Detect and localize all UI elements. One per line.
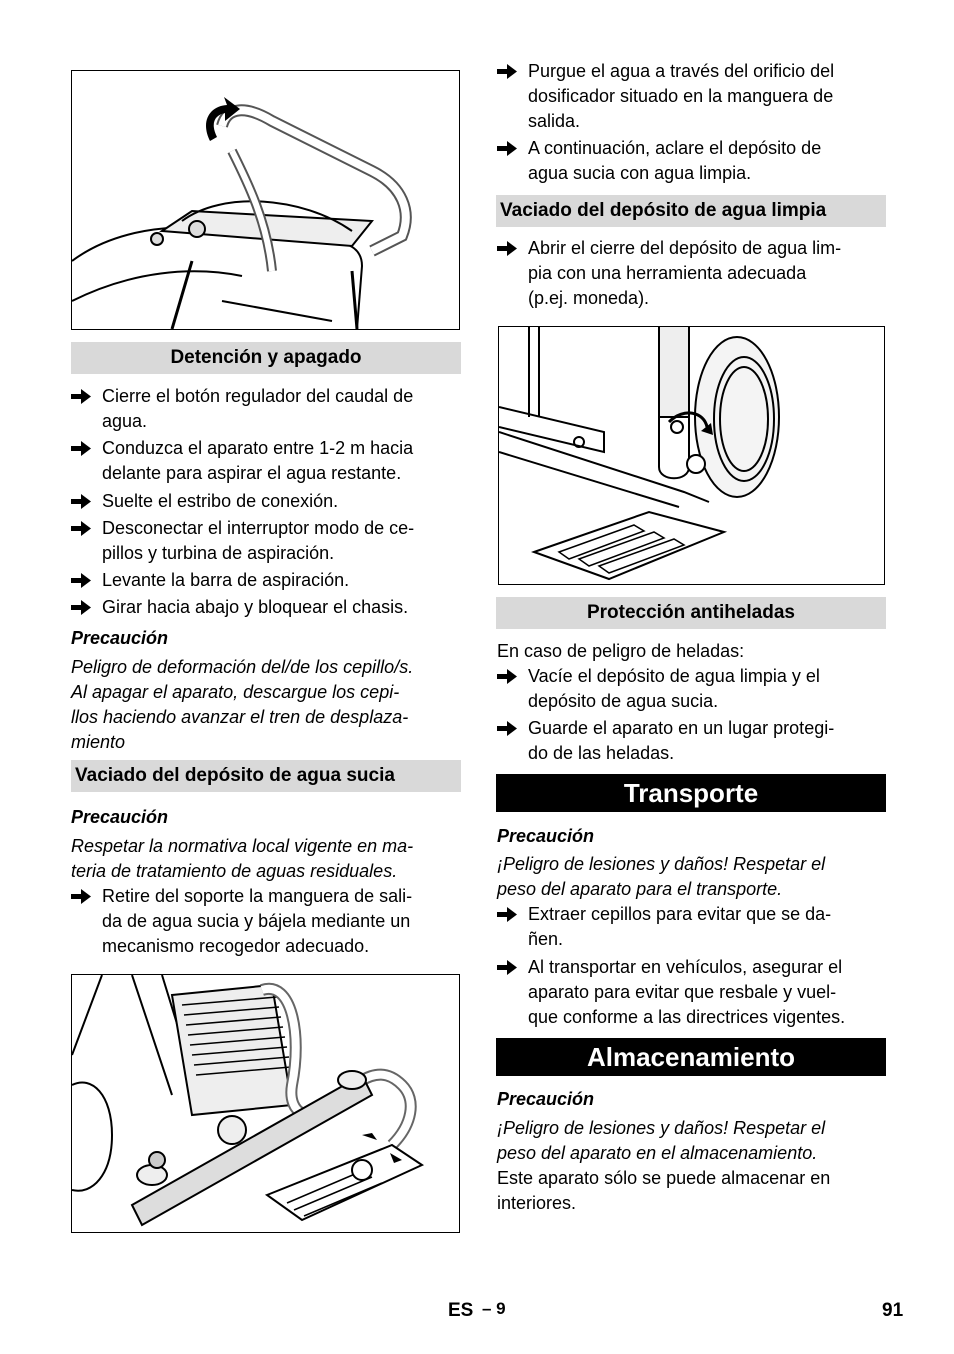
caution-text (497, 852, 897, 902)
caution-line: Al apagar el aparato, descargue los cepi- (71, 682, 400, 702)
caution-line: peso del aparato en el almacenamiento. (497, 1143, 818, 1163)
arrow-right-icon (71, 516, 93, 541)
caution-line: Respetar la normativa local vigente en ma- (71, 836, 414, 856)
heading-stopping-shutdown: Detención y apagado (71, 342, 461, 374)
caution-label: Precaución (497, 826, 595, 846)
heading-frost-protection: Protección antiheladas (496, 597, 886, 629)
step-line: delante para aspirar el agua restante. (102, 463, 402, 483)
list-item (71, 489, 471, 514)
arrow-right-icon (497, 902, 519, 927)
step-line: Abrir el cierre del depósito de agua lim- (528, 238, 842, 258)
caution-label: Precaución (71, 807, 169, 827)
step-line: pia con una herramienta adecuada (528, 263, 807, 283)
drain-hose-illustration (72, 975, 459, 1232)
footer-language: ES (448, 1300, 474, 1321)
caution-line: ¡Peligro de lesiones y daños! Respetar el (497, 854, 826, 874)
arrow-right-icon (71, 884, 93, 909)
caution-line: teria de tratamiento de aguas residuales. (71, 861, 398, 881)
step-line: Cierre el botón regulador del caudal de (102, 386, 414, 406)
clean-water-cap-illustration (499, 327, 884, 584)
caution-text (71, 655, 471, 755)
arrow-right-icon (497, 664, 519, 689)
list-item (71, 516, 471, 566)
arrow-right-icon (497, 716, 519, 741)
figure-handle-fold (71, 70, 460, 330)
storage-body (497, 1166, 897, 1216)
step-line: Girar hacia abajo y bloquear el chasis. (102, 597, 409, 617)
list-item (71, 436, 471, 486)
heading-clean-water-tank: Vaciado del depósito de agua limpia (496, 195, 886, 227)
step-line: Suelte el estribo de conexión. (102, 491, 339, 511)
list-item (497, 664, 897, 714)
caution-line: Peligro de deformación del/de los cepillo/s. (71, 657, 414, 677)
list-item (71, 884, 471, 959)
footer-section-page: – 9 (482, 1299, 506, 1318)
list-item (497, 236, 897, 311)
list-item (71, 384, 471, 434)
figure-drain-hose (71, 974, 460, 1233)
step-line: Desconectar el interruptor modo de ce- (102, 518, 415, 538)
arrow-right-icon (71, 568, 93, 593)
arrow-right-icon (497, 136, 519, 161)
step-line: ñen. (528, 929, 564, 949)
step-line: Extraer cepillos para evitar que se da- (528, 904, 832, 924)
arrow-right-icon (497, 59, 519, 84)
handle-fold-illustration (72, 71, 459, 329)
chapter-title-transport: Transporte (496, 774, 886, 812)
list-item (71, 568, 471, 593)
arrow-right-icon (71, 384, 93, 409)
list-item (71, 595, 471, 620)
step-line: aparato para evitar que resbale y vuel- (528, 982, 837, 1002)
step-line: dosificador situado en la manguera de (528, 86, 834, 106)
arrow-right-icon (71, 436, 93, 461)
caution-label: Precaución (497, 1089, 595, 1109)
step-line: Retire del soporte la manguera de sali- (102, 886, 413, 906)
list-item (497, 59, 897, 134)
frost-intro: En caso de peligro de heladas: (497, 641, 745, 661)
step-line: que conforme a las directrices vigentes. (528, 1007, 846, 1027)
step-line: Conduzca el aparato entre 1-2 m hacia (102, 438, 414, 458)
step-line: Al transportar en vehículos, asegurar el (528, 957, 843, 977)
list-item (497, 902, 897, 952)
body-line: Este aparato sólo se puede almacenar en (497, 1168, 831, 1188)
list-item (497, 955, 897, 1030)
caution-line: miento (71, 732, 126, 752)
footer-page-number: 91 (882, 1300, 904, 1321)
step-line: Vacíe el depósito de agua limpia y el (528, 666, 820, 686)
step-line: do de las heladas. (528, 743, 675, 763)
caution-line: ¡Peligro de lesiones y daños! Respetar el (497, 1118, 826, 1138)
arrow-right-icon (497, 236, 519, 261)
step-line: pillos y turbina de aspiración. (102, 543, 335, 563)
step-line: da de agua sucia y bájela mediante un (102, 911, 411, 931)
list-item (497, 136, 897, 186)
chapter-title-storage: Almacenamiento (496, 1038, 886, 1076)
arrow-right-icon (71, 595, 93, 620)
step-line: agua sucia con agua limpia. (528, 163, 752, 183)
step-line: agua. (102, 411, 148, 431)
step-line: mecanismo recogedor adecuado. (102, 936, 370, 956)
caution-text (71, 834, 471, 884)
arrow-right-icon (497, 955, 519, 980)
step-line: Guarde el aparato en un lugar protegi- (528, 718, 835, 738)
step-line: (p.ej. moneda). (528, 288, 650, 308)
step-line: A continuación, aclare el depósito de (528, 138, 822, 158)
caution-line: llos haciendo avanzar el tren de desplaza- (71, 707, 409, 727)
body-line: interiores. (497, 1193, 577, 1213)
list-item (497, 716, 897, 766)
caution-line: peso del aparato para el transporte. (497, 879, 783, 899)
heading-dirty-water-tank: Vaciado del depósito de agua sucia (71, 760, 461, 792)
step-line: depósito de agua sucia. (528, 691, 719, 711)
figure-clean-water-cap (498, 326, 885, 585)
caution-text (497, 1116, 897, 1166)
step-line: Levante la barra de aspiración. (102, 570, 350, 590)
arrow-right-icon (71, 489, 93, 514)
caution-label: Precaución (71, 628, 169, 648)
step-line: Purgue el agua a través del orificio del (528, 61, 835, 81)
step-line: salida. (528, 111, 581, 131)
